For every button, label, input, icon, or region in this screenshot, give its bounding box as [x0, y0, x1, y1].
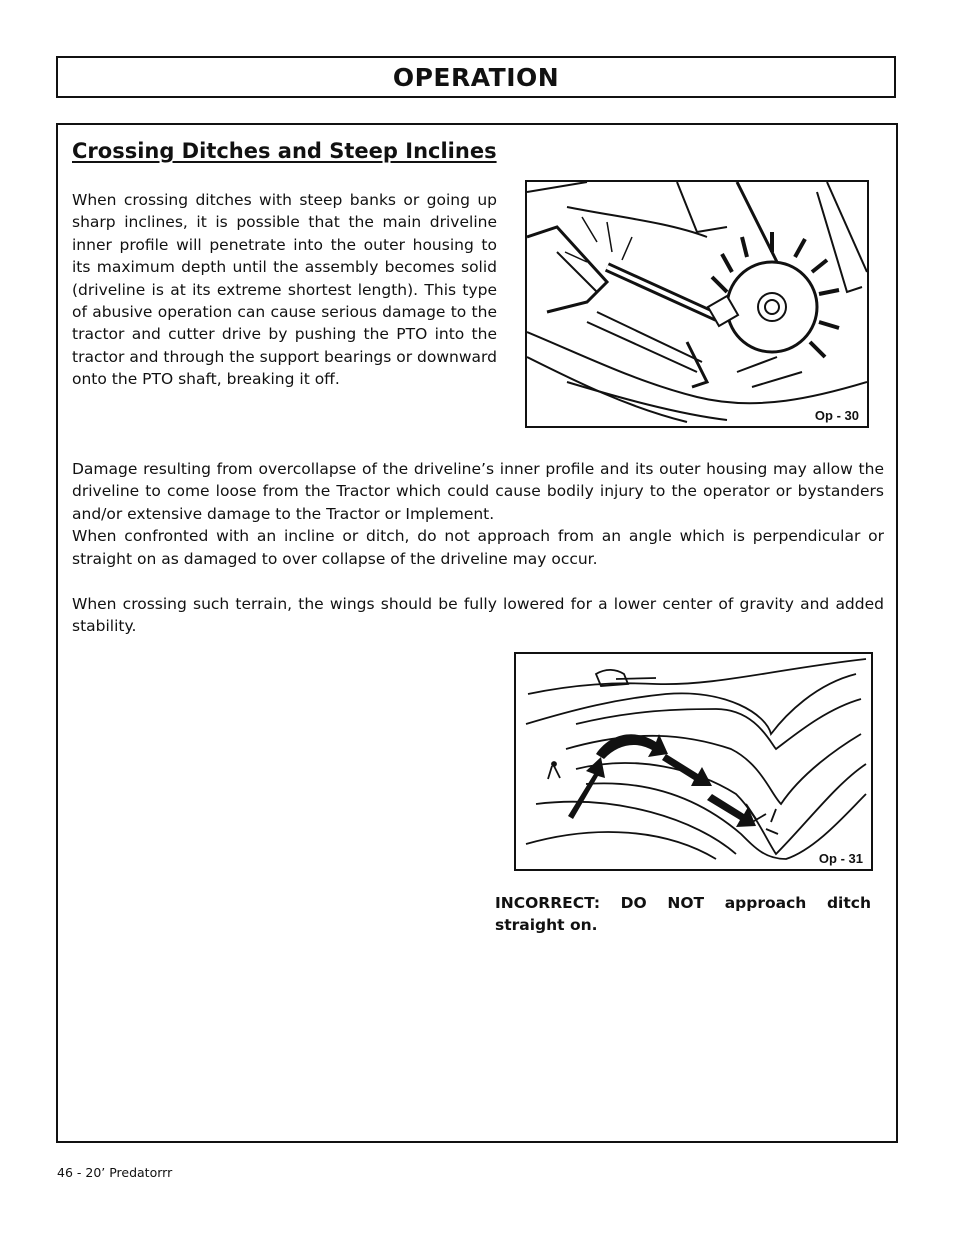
paragraph-wings-lowered: When crossing such terrain, the wings should be fully lowered for a lower center of gravity and added stability. [72, 595, 884, 636]
figure-driveline-illustration [525, 180, 869, 428]
header-bar [56, 56, 896, 98]
section-title: Crossing Ditches and Steep Inclines [72, 139, 497, 163]
figure-label: Op - 30 [814, 408, 859, 423]
figure-ditch-illustration [514, 652, 873, 871]
driveline-illustration [527, 182, 867, 426]
paragraph-damage-warning [72, 458, 884, 570]
page-title: OPERATION [392, 62, 560, 92]
ditch-illustration [516, 654, 871, 869]
page-footer: 46 - 20’ Predatorrr [57, 1165, 173, 1180]
content-box [56, 123, 898, 1143]
figure-caption: INCORRECT: DO NOT approach ditch straight on. [495, 894, 871, 935]
paragraph-approach-text: When confronted with an incline or ditch, do not approach from an angle which is perpendicular or straight on as damaged to over collapse of the driveline may occur. [72, 527, 884, 568]
figure-label: Op - 31 [818, 851, 863, 866]
paragraph-damage-text: Damage resulting from overcollapse of the driveline’s inner profile and its outer housing may allow the driveline to come loose from the Tractor which could cause bodily injury to the operator or bystanders and/or extensive damage to the Tractor or Implement. [72, 460, 884, 523]
paragraph-driveline-warning: When crossing ditches with steep banks or going up sharp inclines, it is possible that the main driveline inner profile will penetrate into the outer housing to its maximum depth until the assembly becomes solid (driveline is at its extreme shortest length). This type of abusive operation can cause serious damage to the tractor and cutter drive by pushing the PTO into the tractor and through the support bearings or downward onto the PTO shaft, breaking it off. [72, 191, 497, 389]
